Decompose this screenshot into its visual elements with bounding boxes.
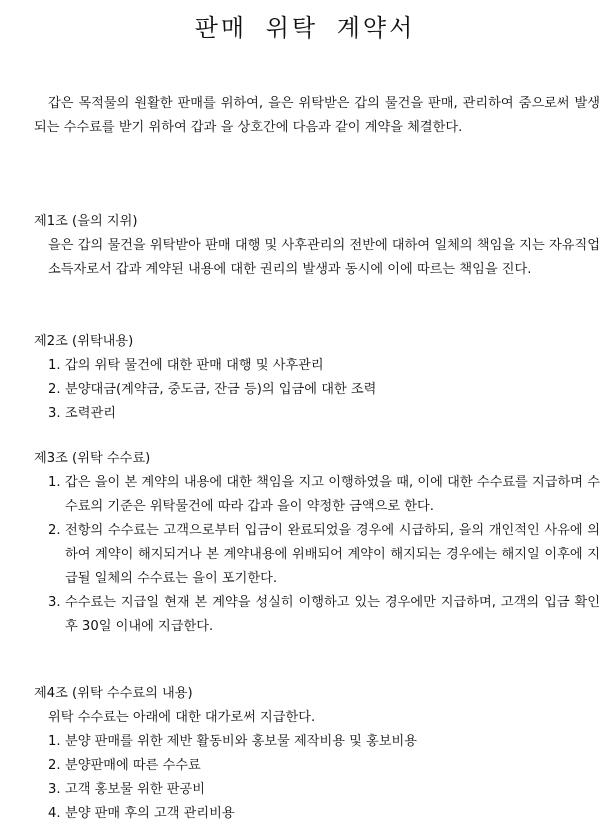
list-item-number: 2. [48,758,61,773]
list-item-text: 고객 홍보물 위한 판공비 [65,782,205,797]
list-item-number: 2. [48,523,61,538]
article-2-title: 제2조 (위탁내용) [34,334,134,349]
article-2-list [48,354,600,426]
list-item-number: 1. [48,734,61,749]
list-item [48,778,600,802]
list-item-number: 1. [48,358,61,373]
list-item-number: 1. [48,475,61,490]
list-item [48,754,600,778]
article-1-title: 제1조 (을의 지위) [34,214,138,229]
list-item-text: 분양대금(계약금, 중도금, 잔금 등)의 입금에 대한 조력 [65,382,377,397]
article-3-title: 제3조 (위탁 수수료) [34,451,151,466]
list-item-text: 갑의 위탁 물건에 대한 판매 대행 및 사후관리 [65,358,324,373]
list-item [48,730,600,754]
article-1-body: 을은 갑의 물건을 위탁받아 판매 대행 및 사후관리의 전반에 대하여 일체의 책임을 지는 자유직업 소득자로서 갑과 계약된 내용에 대한 권리의 발생과 동시에 이에 따르는 책임을 진다. [48,238,600,277]
list-item-text: 갑은 을이 본 계약의 내용에 대한 책임을 지고 이행하였을 때, 이에 대한 수수료를 지급하며 수수료의 기준은 위탁물건에 따라 갑과 을이 약정한 금액으로 한다. [65,475,600,514]
article-4-list [48,730,600,826]
list-item [48,519,600,591]
list-item-number: 3. [48,782,61,797]
list-item-text: 분양 판매 후의 고객 관리비용 [65,806,235,821]
document-title: 판매 위탁 계약서 [194,14,416,42]
list-item-text: 전항의 수수료는 고객으로부터 입금이 완료되었을 경우에 시급하되, 을의 개인적인 사유에 의하여 계약이 해지되거나 본 계약내용에 위배되어 계약이 해지되는 경우에는 해지일 이후에 지급될 일체의 수수료는 을이 포기한다. [65,523,600,586]
intro-paragraph: 갑은 목적물의 원활한 판매를 위하여, 을은 위탁받은 갑의 물건을 판매, 관리하여 줌으로써 발생되는 수수료를 받기 위하여 갑과 을 상호간에 다음과 같이 계약을 체결한다. [34,96,600,135]
list-item-text: 분양판매에 따른 수수료 [65,758,201,773]
list-item-text: 분양 판매를 위한 제반 활동비와 홍보물 제작비용 및 홍보비용 [65,734,418,749]
article-4-title: 제4조 (위탁 수수료의 내용) [34,686,193,701]
list-item [48,802,600,826]
list-item [48,354,600,378]
list-item-number: 3. [48,595,61,610]
list-item [48,471,600,519]
article-3-list [48,471,600,639]
list-item [48,591,600,639]
list-item-text: 수수료는 지급일 현재 본 계약을 성실히 이행하고 있는 경우에만 지급하며, 고객의 입금 확인 후 30일 이내에 지급한다. [65,595,600,634]
list-item [48,378,600,402]
article-4-body: 위탁 수수료는 아래에 대한 대가로써 지급한다. [48,710,316,725]
list-item-text: 조력관리 [65,406,116,421]
list-item-number: 3. [48,406,61,421]
list-item-number: 4. [48,806,61,821]
list-item-number: 2. [48,382,61,397]
list-item [48,402,600,426]
